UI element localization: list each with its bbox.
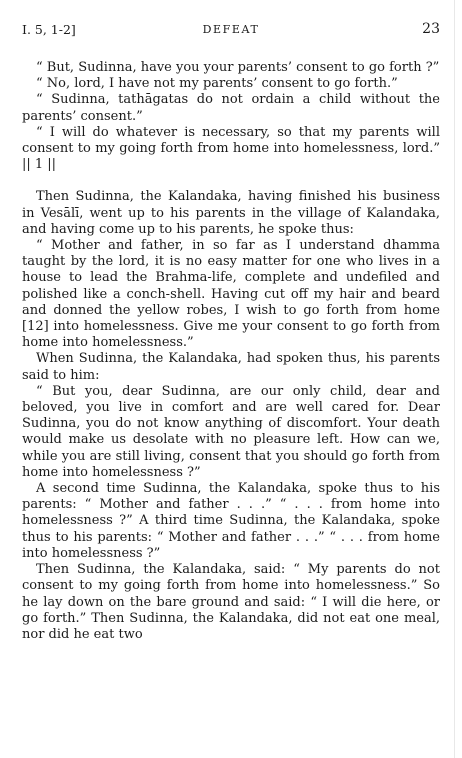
page-body — [22, 60, 440, 643]
paragraph: Then Sudinna, the Kalandaka, having finished his business in Vesālī, went up to his parents in the village of Kalandaka, and having come up to his parents, he spoke thus: — [22, 189, 440, 237]
running-header — [22, 22, 440, 46]
paragraph: “ No, lord, I have not my parents’ consent to go forth.” — [36, 76, 398, 92]
section-reference: I. 5, 1-2] — [22, 22, 76, 37]
paragraph: “ Sudinna, tathāgatas do not ordain a child without the parents’ consent.” — [22, 92, 440, 124]
page-edge-divider — [454, 0, 455, 758]
paragraph: A second time Sudinna, the Kalandaka, spoke thus to his parents: “ Mother and father . . .” “ . . . from home into homelessness ?” A third time Sudinna, the Kalandaka, spoke thus to his parents: “ Mother and father . . .” “ . . . from home into homelessness ?” — [22, 481, 440, 561]
paragraph: “ But, Sudinna, have you your parents’ consent to go forth ?” — [36, 60, 440, 75]
paragraph: Then Sudinna, the Kalandaka, said: “ My parents do not consent to my going forth from home into homelessness.” So he lay down on the bare ground and said: “ I will die here, or go forth.” Then Sudinna, the Kalandaka, did not eat one meal, nor did he eat two — [22, 562, 440, 642]
paragraph: “ I will do whatever is necessary, so that my parents will consent to my going forth from home into homelessness, lord.” || 1 || — [22, 124, 440, 173]
paragraph: When Sudinna, the Kalandaka, had spoken thus, his parents said to him: — [22, 351, 440, 383]
paragraph: “ But you, dear Sudinna, are our only child, dear and beloved, you live in comfort and are well cared for. Dear Sudinna, you do not know anything of discomfort. Your death would make us desolate with no pleasure left. How can we, while you are still living, consent that you should go forth from home into homelessness ?” — [22, 383, 440, 480]
page-number: 23 — [422, 21, 440, 37]
paragraph: “ Mother and father, in so far as I understand dhamma taught by the lord, it is no easy matter for one who lives in a house to lead the Brahma-life, complete and undefiled and polished like a conch-shell. Having cut off my hair and beard and donned the yellow robes, I wish to go forth from home [12] into homelessness. Give me your consent to go forth from home into homelessness.” — [22, 238, 440, 351]
running-title: DEFEAT — [202, 23, 260, 36]
